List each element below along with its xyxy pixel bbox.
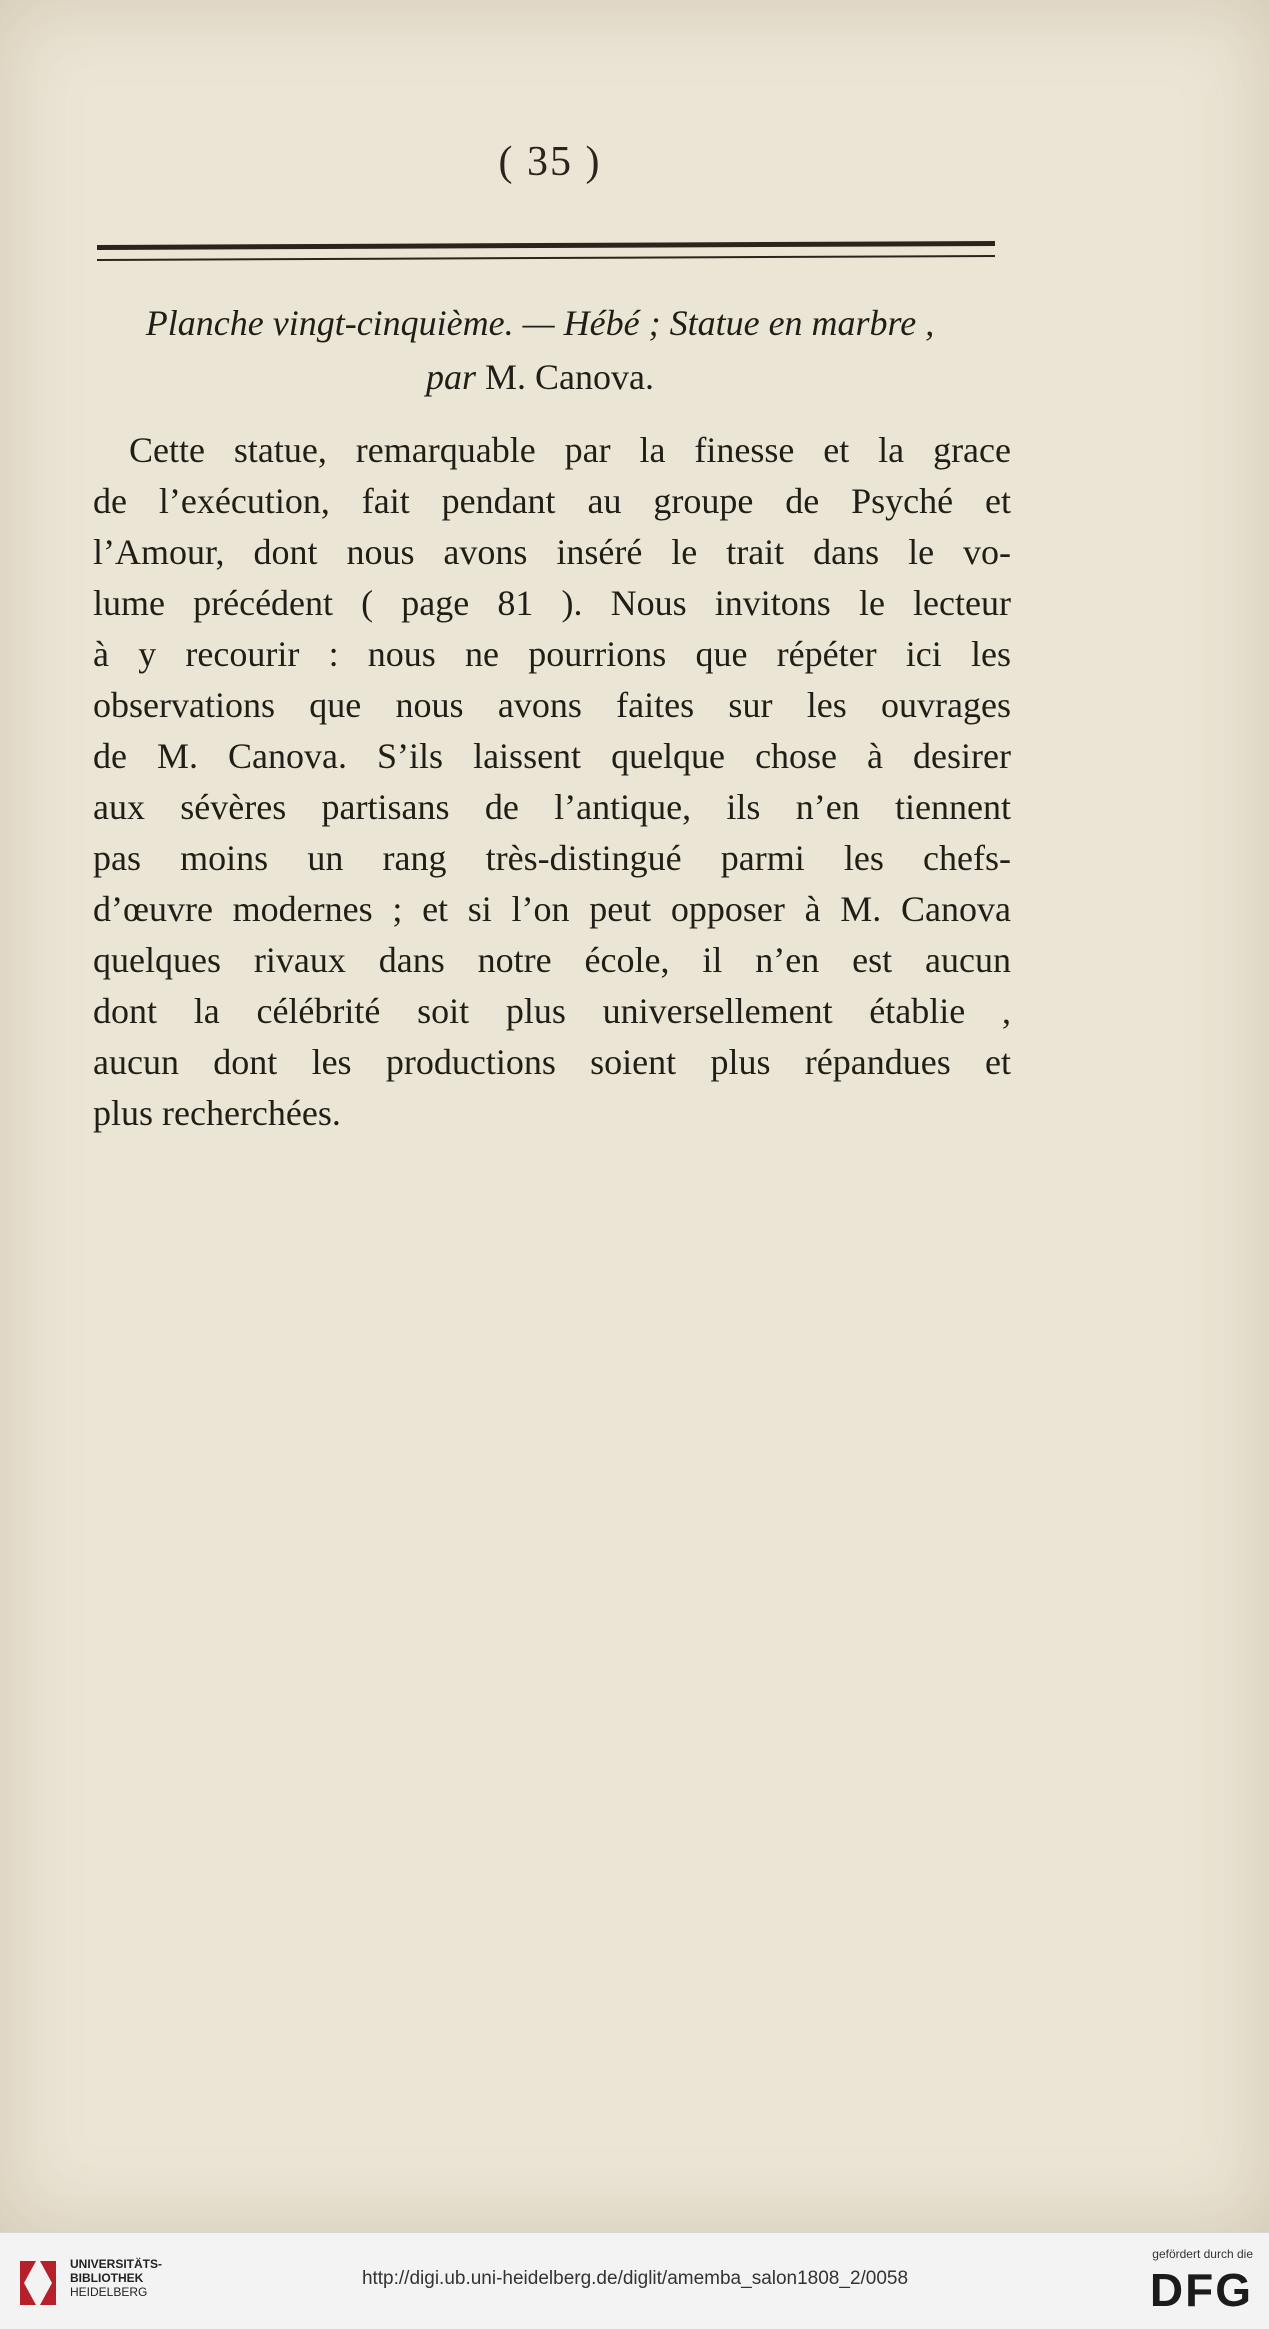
- header-rule-thick: [97, 241, 995, 250]
- permalink-url[interactable]: http://digi.ub.uni-heidelberg.de/diglit/amemba_salon1808_2/0058: [361, 2268, 909, 2289]
- viewer-footer: [0, 2232, 1269, 2329]
- dfg-logo: DFG: [1149, 2264, 1253, 2316]
- body-line: aux sévères partisans de l’antique, ils n’en tiennent: [93, 787, 1011, 827]
- body-line: aucun dont les productions soient plus répandues et: [93, 1042, 1011, 1082]
- body-paragraph: [93, 425, 1011, 1139]
- heading-line-2: [80, 350, 1000, 404]
- body-line: pas moins un rang très-distingué parmi les chefs-: [93, 838, 1011, 878]
- body-line: à y recourir : nous ne pourrions que répéter ici les: [93, 634, 1011, 674]
- library-name: UNIVERSITÄTS- BIBLIOTHEK HEIDELBERG: [70, 2257, 163, 2299]
- heading-line-1: Planche vingt-cinquième. — Hébé ; Statue en marbre ,: [145, 303, 935, 343]
- heading-artist: M. Canova.: [485, 357, 654, 397]
- body-line: Cette statue, remarquable par la finesse et la grace: [129, 430, 1011, 470]
- funding-caption: gefördert durch die: [1152, 2247, 1253, 2261]
- body-line: lume précédent ( page 81 ). Nous invitons le lecteur: [93, 583, 1011, 623]
- body-line: d’œuvre modernes ; et si l’on peut opposer à M. Canova: [93, 889, 1011, 929]
- heading-by: par: [426, 357, 477, 397]
- body-line: de M. Canova. S’ils laissent quelque chose à desirer: [93, 736, 1011, 776]
- plate-heading: [80, 296, 1000, 404]
- body-line: dont la célébrité soit plus universellement établie ,: [93, 991, 1011, 1031]
- body-line: observations que nous avons faites sur les ouvrages: [93, 685, 1011, 725]
- header-rule-thin: [97, 255, 995, 261]
- body-line: plus recherchées.: [93, 1093, 341, 1133]
- university-library-logo-icon: [14, 2253, 62, 2313]
- body-line: quelques rivaux dans notre école, il n’en est aucun: [93, 940, 1011, 980]
- page-number: ( 35 ): [498, 139, 602, 185]
- body-line: l’Amour, dont nous avons inséré le trait dans le vo-: [93, 532, 1011, 572]
- body-line: de l’exécution, fait pendant au groupe de Psyché et: [93, 481, 1011, 521]
